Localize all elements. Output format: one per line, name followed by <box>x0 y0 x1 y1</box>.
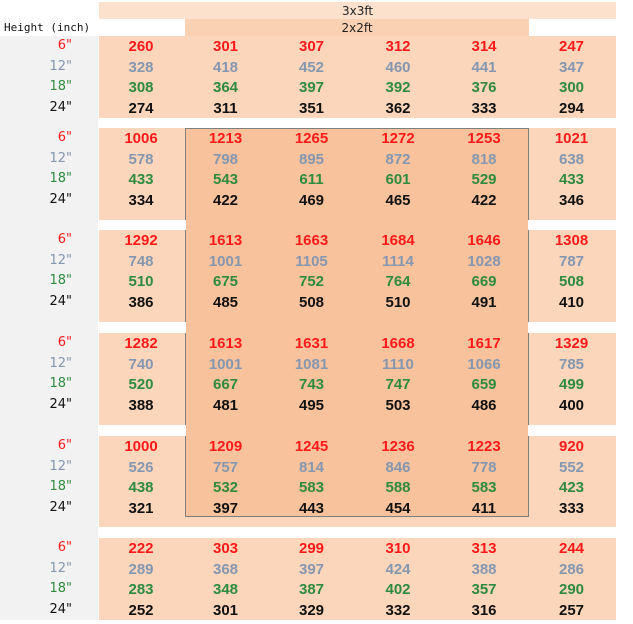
table-cell: 920 <box>558 438 585 455</box>
height-label: 24" <box>49 293 72 309</box>
table-cell: 283 <box>128 581 154 598</box>
table-cell: 485 <box>212 293 239 311</box>
table-cell: 454 <box>385 499 411 517</box>
table-cell: 376 <box>471 79 497 96</box>
table-cell: 400 <box>558 396 585 414</box>
table-cell: 402 <box>385 581 411 598</box>
height-label: 6" <box>57 38 72 53</box>
table-cell: 260 <box>128 38 154 55</box>
table-cell: 748 <box>128 252 154 270</box>
table-cell: 669 <box>471 273 497 290</box>
table-cell: 818 <box>471 150 497 168</box>
table-cell: 301 <box>212 601 239 619</box>
table-cell: 307 <box>298 38 325 55</box>
height-label: 6" <box>57 130 72 145</box>
table-cell: 469 <box>298 191 325 209</box>
table-cell: 1223 <box>467 438 501 455</box>
table-cell: 526 <box>128 458 154 476</box>
table-cell: 757 <box>212 458 239 476</box>
table-cell: 552 <box>558 458 585 476</box>
table-cell: 611 <box>299 171 324 188</box>
table-cell: 312 <box>385 38 411 55</box>
table-cell: 675 <box>212 273 239 290</box>
inner-separator <box>186 425 528 436</box>
height-label: 6" <box>57 335 72 350</box>
height-label: 24" <box>49 191 72 207</box>
table-cell: 346 <box>558 191 585 209</box>
table-cell: 491 <box>471 293 497 311</box>
table-cell: 368 <box>212 560 239 578</box>
table-cell: 1105 <box>295 252 328 270</box>
table-cell: 460 <box>385 58 411 76</box>
table-cell: 333 <box>558 499 585 517</box>
height-label: 18" <box>49 581 72 596</box>
table-cell: 1253 <box>467 130 501 147</box>
table-cell: 1631 <box>294 335 329 352</box>
table-cell: 392 <box>385 79 411 96</box>
table-cell: 1617 <box>467 335 501 352</box>
table-cell: 452 <box>298 58 325 76</box>
height-axis-label: Height (inch) <box>4 21 91 34</box>
table-cell: 303 <box>212 540 239 557</box>
height-label: 12" <box>49 355 72 371</box>
table-cell: 481 <box>212 396 239 414</box>
table-cell: 433 <box>558 171 585 188</box>
table-cell: 638 <box>558 150 585 168</box>
group-separator <box>99 118 616 128</box>
table-cell: 659 <box>471 376 497 393</box>
height-label-strip <box>0 36 98 620</box>
table-cell: 667 <box>212 376 239 393</box>
table-cell: 1663 <box>294 232 329 249</box>
table-cell: 423 <box>558 479 585 496</box>
table-cell: 388 <box>471 560 497 578</box>
table-cell: 362 <box>385 99 411 117</box>
table-cell: 1684 <box>381 232 415 249</box>
table-cell: 1000 <box>124 438 158 455</box>
table-cell: 764 <box>385 273 411 290</box>
table-cell: 495 <box>298 396 325 414</box>
table-cell: 418 <box>212 58 239 76</box>
height-label: 6" <box>57 438 72 453</box>
height-label: 24" <box>49 601 72 617</box>
table-cell: 510 <box>385 293 411 311</box>
table-cell: 316 <box>471 601 497 619</box>
table-cell: 583 <box>471 479 497 496</box>
table-cell: 532 <box>212 479 239 496</box>
table-cell: 314 <box>471 38 497 55</box>
table-cell: 1006 <box>124 130 158 147</box>
table-cell: 1282 <box>124 335 158 352</box>
table-cell: 499 <box>558 376 585 393</box>
table-cell: 1613 <box>208 335 243 352</box>
table-cell: 397 <box>298 79 325 96</box>
table-cell: 1265 <box>294 130 329 147</box>
table-cell: 1308 <box>554 232 589 249</box>
table-cell: 798 <box>212 150 239 168</box>
table-cell: 388 <box>128 396 154 414</box>
header-3x3-label: 3x3ft <box>341 4 374 18</box>
table-cell: 332 <box>385 601 411 619</box>
table-cell: 1245 <box>294 438 329 455</box>
table-cell: 1236 <box>381 438 415 455</box>
table-cell: 294 <box>558 99 585 117</box>
table-cell: 386 <box>128 293 154 311</box>
table-cell: 290 <box>558 581 585 598</box>
table-cell: 410 <box>558 293 585 311</box>
height-label: 12" <box>49 560 72 576</box>
table-cell: 543 <box>212 171 239 188</box>
table-cell: 1114 <box>382 252 414 270</box>
table-cell: 357 <box>471 581 497 598</box>
table-cell: 1209 <box>208 438 243 455</box>
table-cell: 364 <box>212 79 239 96</box>
table-cell: 1066 <box>467 355 501 373</box>
table-cell: 222 <box>128 540 154 557</box>
table-cell: 308 <box>128 79 154 96</box>
table-cell: 328 <box>128 58 154 76</box>
table-cell: 520 <box>128 376 154 393</box>
table-cell: 752 <box>298 273 325 290</box>
height-label: 6" <box>57 232 72 247</box>
table-cell: 441 <box>471 58 497 76</box>
table-cell: 588 <box>385 479 411 496</box>
table-cell: 1272 <box>381 130 415 147</box>
table-cell: 411 <box>471 499 497 517</box>
table-cell: 247 <box>558 38 585 55</box>
height-label: 18" <box>49 376 72 391</box>
header-2x2-label: 2x2ft <box>341 21 373 35</box>
height-label: 24" <box>49 499 72 515</box>
table-cell: 1001 <box>208 355 243 373</box>
table-cell: 747 <box>385 376 411 393</box>
table-cell: 846 <box>385 458 411 476</box>
height-label: 18" <box>49 79 72 94</box>
table-cell: 583 <box>298 479 325 496</box>
table-cell: 387 <box>298 581 325 598</box>
table-cell: 313 <box>471 540 497 557</box>
table-cell: 1001 <box>208 252 243 270</box>
height-label: 18" <box>49 273 72 288</box>
table-cell: 872 <box>385 150 411 168</box>
table-cell: 299 <box>298 540 325 557</box>
height-label: 12" <box>49 458 72 474</box>
table-cell: 1021 <box>554 130 589 147</box>
table-cell: 578 <box>128 150 154 168</box>
table-cell: 289 <box>128 560 154 578</box>
table-cell: 1028 <box>467 252 501 270</box>
table-cell: 310 <box>385 540 411 557</box>
table-cell: 244 <box>558 540 585 557</box>
table-cell: 465 <box>385 191 411 209</box>
table-cell: 1646 <box>467 232 501 249</box>
table-cell: 1329 <box>554 335 589 352</box>
table-cell: 785 <box>558 355 585 373</box>
table-cell: 743 <box>298 376 325 393</box>
table-cell: 311 <box>213 99 238 117</box>
table-cell: 895 <box>298 150 325 168</box>
table-cell: 321 <box>128 499 154 517</box>
table-cell: 333 <box>471 99 497 117</box>
group-separator <box>99 527 616 538</box>
table-cell: 334 <box>128 191 154 209</box>
table-cell: 1081 <box>294 355 329 373</box>
height-label: 12" <box>49 150 72 166</box>
table-cell: 329 <box>298 601 325 619</box>
table-cell: 424 <box>385 560 411 578</box>
table-cell: 529 <box>471 171 497 188</box>
table-cell: 740 <box>128 355 154 373</box>
table-cell: 443 <box>298 499 325 517</box>
table-cell: 508 <box>558 273 585 290</box>
table-cell: 601 <box>385 171 411 188</box>
table-cell: 510 <box>128 273 154 290</box>
table-cell: 252 <box>128 601 154 619</box>
height-label: 12" <box>49 58 72 74</box>
table-cell: 347 <box>558 58 585 76</box>
table-cell: 351 <box>298 99 325 117</box>
table-cell: 1110 <box>382 355 414 373</box>
table-cell: 787 <box>558 252 585 270</box>
table-cell: 397 <box>212 499 239 517</box>
inner-separator <box>186 220 528 230</box>
table-cell: 486 <box>471 396 497 414</box>
table-cell: 301 <box>212 38 239 55</box>
table-cell: 397 <box>298 560 325 578</box>
table-cell: 1213 <box>208 130 243 147</box>
table-cell: 1613 <box>208 232 243 249</box>
table-cell: 348 <box>212 581 239 598</box>
table-cell: 1292 <box>124 232 158 249</box>
table-cell: 274 <box>128 99 154 117</box>
table-cell: 422 <box>212 191 239 209</box>
table-cell: 814 <box>298 458 325 476</box>
table-cell: 508 <box>298 293 325 311</box>
table-cell: 257 <box>558 601 585 619</box>
height-label: 24" <box>49 99 72 115</box>
height-label: 24" <box>49 396 72 412</box>
height-label: 18" <box>49 479 72 494</box>
table-cell: 433 <box>128 171 154 188</box>
height-label: 12" <box>49 252 72 268</box>
table-cell: 300 <box>558 79 585 96</box>
height-label: 18" <box>49 171 72 186</box>
table-cell: 438 <box>128 479 154 496</box>
table-cell: 422 <box>471 191 497 209</box>
table-cell: 503 <box>385 396 411 414</box>
inner-separator <box>186 322 528 333</box>
table-cell: 286 <box>558 560 585 578</box>
table-cell: 778 <box>471 458 497 476</box>
table-cell: 1668 <box>381 335 415 352</box>
height-label: 6" <box>57 540 72 555</box>
